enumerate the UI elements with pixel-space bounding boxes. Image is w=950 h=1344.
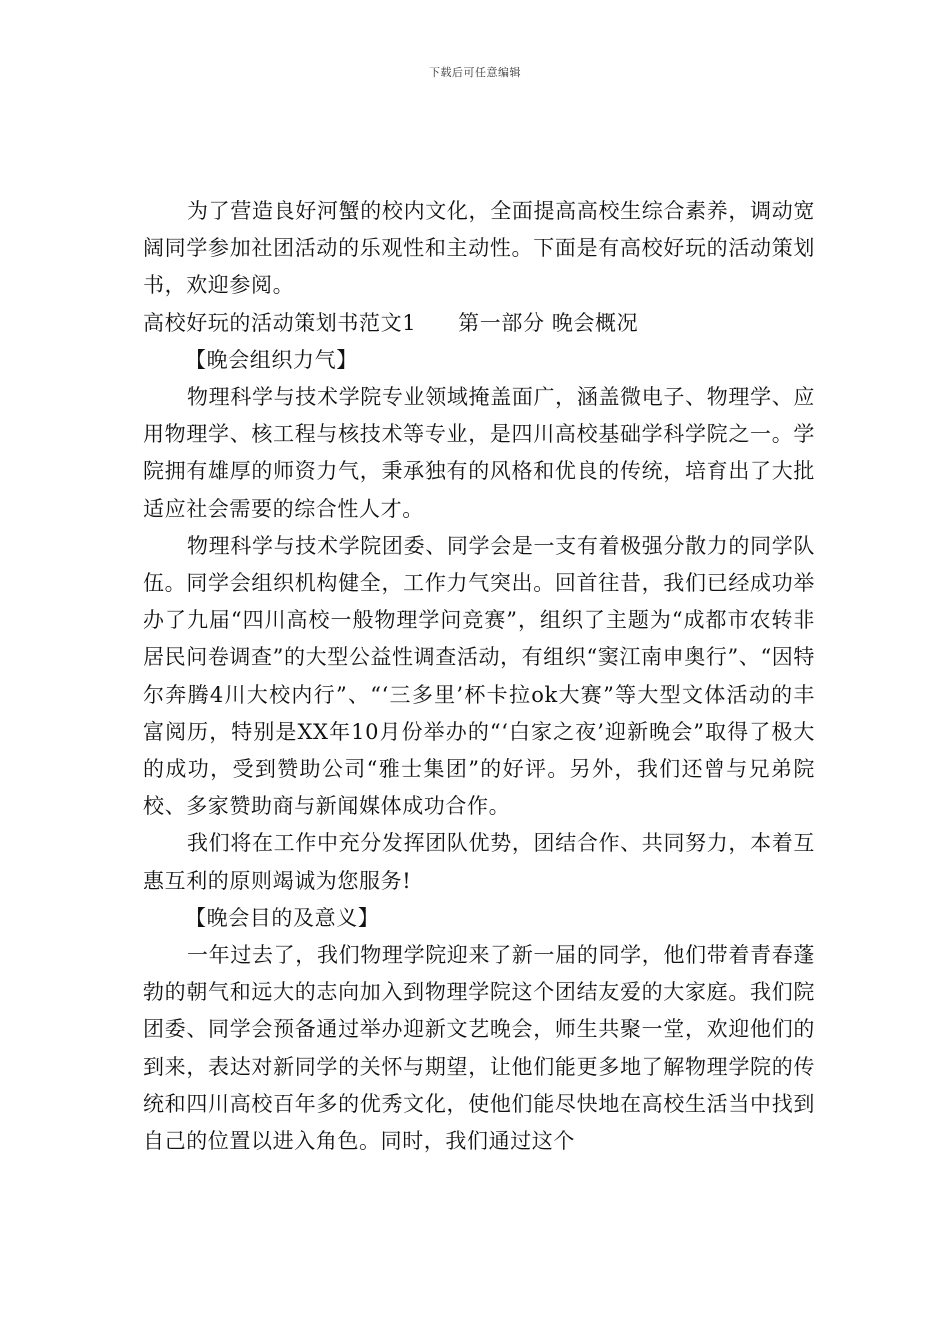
intro-paragraph: 为了营造良好河蟹的校内文化，全面提高高校生综合素养，调动宽阔同学参加社团活动的乐观性和主动性。下面是有高校好玩的活动策划书，欢迎参阅。 bbox=[143, 199, 815, 298]
section-title: 高校好玩的活动策划书范文1 bbox=[143, 310, 417, 335]
heading-purpose: 【晚会目的及意义】 bbox=[185, 905, 380, 930]
section-heading-line bbox=[143, 305, 815, 342]
header-note: 下载后可任意编辑 bbox=[429, 66, 521, 79]
heading-organization: 【晚会组织力气】 bbox=[185, 347, 358, 372]
document-body bbox=[143, 193, 815, 1160]
part-title: 第一部分 晚会概况 bbox=[458, 310, 639, 335]
paragraph-college-intro: 物理科学与技术学院专业领域掩盖面广，涵盖微电子、物理学、应用物理学、核工程与核技术等专业，是四川高校基础学科学院之一。学院拥有雄厚的师资力气，秉承独有的风格和优良的传统，培育出了大批适应社会需要的综合性人才。 bbox=[143, 385, 815, 521]
paragraph-student-union: 物理科学与技术学院团委、同学会是一支有着极强分散力的同学队伍。同学会组织机构健全，工作力气突出。回首往昔，我们已经成功举办了九届“四川高校一般物理学问竞赛”，组织了主题为“成都市农转非居民问卷调查”的大型公益性调查活动，有组织“窦江南申奥行”、“因特尔奔腾4川大校内行”、“‘三多里’杯卡拉ok大赛”等大型文体活动的丰富阅历，特别是XX年10月份举办的“‘白家之夜’迎新晚会”取得了极大的成功，受到赞助公司“雅士集团”的好评。另外，我们还曾与兄弟院校、多家赞助商与新闻媒体成功合作。 bbox=[143, 533, 815, 819]
paragraph-purpose: 一年过去了，我们物理学院迎来了新一届的同学，他们带着青春蓬勃的朝气和远大的志向加入到物理学院这个团结友爱的大家庭。我们院团委、同学会预备通过举办迎新文艺晚会，师生共聚一堂，欢迎他们的到来，表达对新同学的关怀与期望，让他们能更多地了解物理学院的传统和四川高校百年多的优秀文化，使他们能尽快地在高校生活当中找到自己的位置以进入角色。同时，我们通过这个 bbox=[143, 943, 815, 1154]
paragraph-service: 我们将在工作中充分发挥团队优势，团结合作、共同努力，本着互惠互利的原则竭诚为您服务! bbox=[143, 831, 815, 893]
